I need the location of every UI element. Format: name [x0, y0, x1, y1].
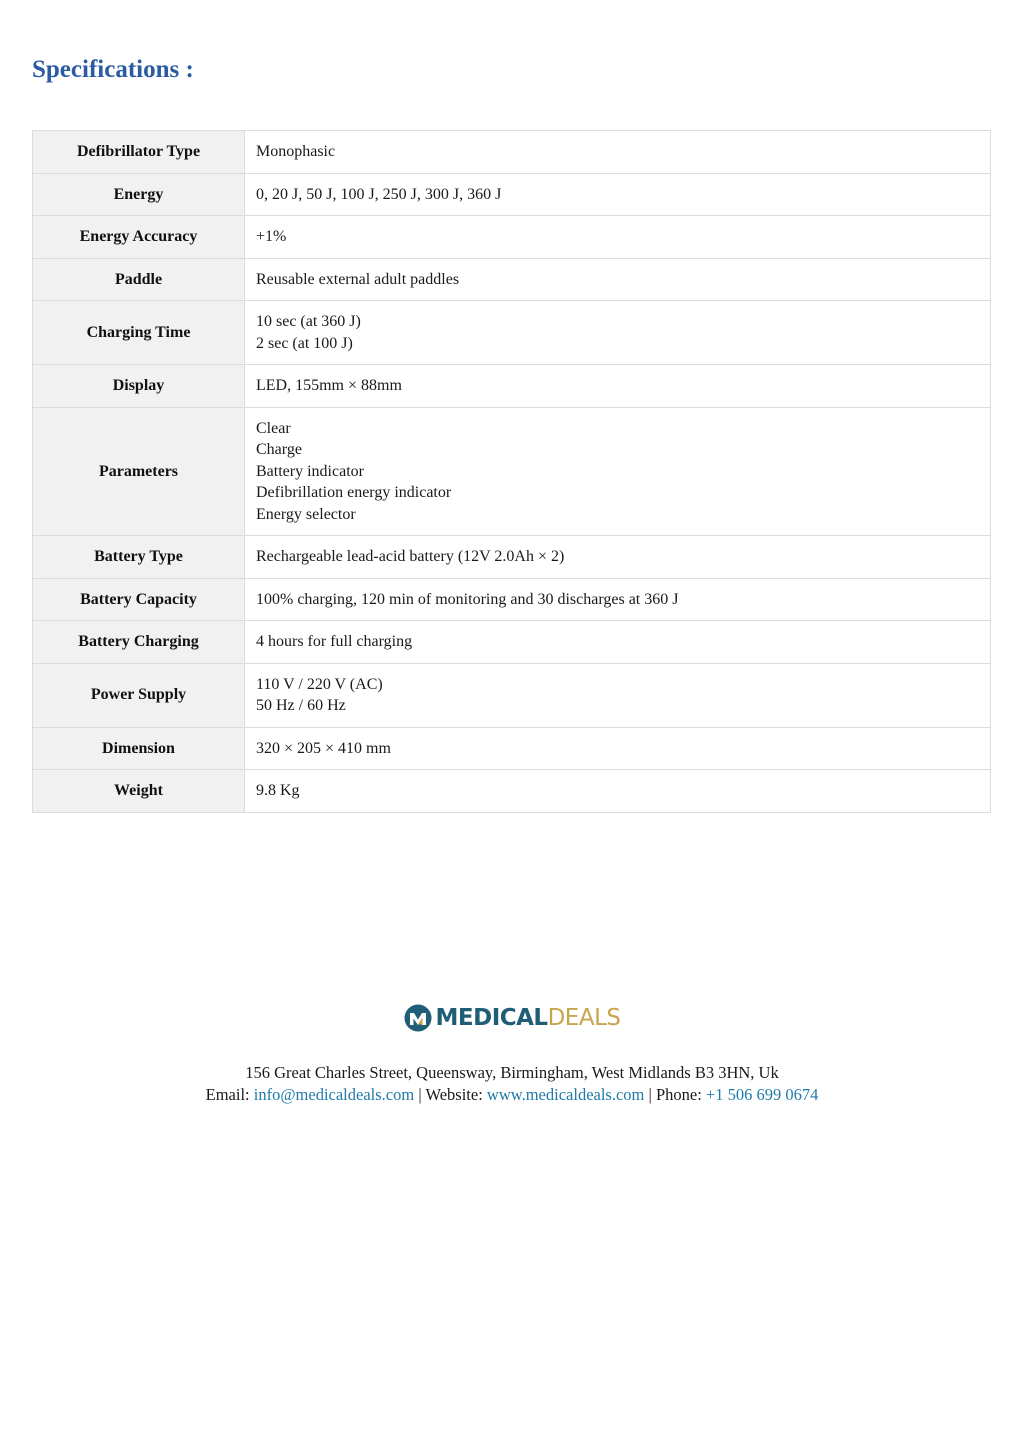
spec-row — [33, 173, 991, 216]
spec-row — [33, 621, 991, 664]
spec-value — [245, 407, 991, 536]
spec-row — [33, 407, 991, 536]
specifications-table — [32, 130, 991, 813]
specifications-table-body — [33, 131, 991, 813]
spec-value-line: 110 V / 220 V (AC) — [256, 675, 383, 693]
spec-value-line: 50 Hz / 60 Hz — [256, 697, 346, 714]
spec-label: Energy — [33, 173, 245, 216]
spec-value-line: LED, 155mm × 88mm — [256, 377, 402, 394]
spec-label: Power Supply — [33, 663, 245, 727]
spec-value-line: 100% charging, 120 min of monitoring and 30 discharges at 360 J — [256, 590, 679, 608]
spec-value-line: Defibrillation energy indicator — [256, 484, 452, 501]
spec-value — [245, 258, 991, 301]
spec-value-line: 4 hours for full charging — [256, 633, 413, 650]
spec-label: Display — [33, 365, 245, 408]
logo-word-deals: DEALS — [547, 1005, 621, 1031]
spec-label: Paddle — [33, 258, 245, 301]
spec-value-line: Charge — [256, 441, 302, 458]
logo-word-medical: MEDICAL — [435, 1005, 548, 1031]
spec-row — [33, 727, 991, 770]
spec-value — [245, 621, 991, 664]
spec-row — [33, 770, 991, 813]
spec-value-line: 2 sec (at 100 J) — [256, 334, 353, 352]
footer-contact — [0, 1062, 1024, 1105]
spec-value-line: Rechargeable lead-acid battery (12V 2.0Ah × 2) — [256, 548, 565, 565]
spec-label: Charging Time — [33, 301, 245, 365]
website-label: Website: — [425, 1084, 483, 1104]
spec-value-line: Monophasic — [256, 143, 336, 160]
medical-deals-m-icon — [404, 1004, 432, 1032]
spec-label: Battery Charging — [33, 621, 245, 664]
page-title: Specifications : — [32, 56, 194, 83]
spec-label: Battery Capacity — [33, 578, 245, 621]
spec-value — [245, 727, 991, 770]
phone-link[interactable]: +1 506 699 0674 — [705, 1084, 819, 1104]
separator-2: | — [648, 1084, 652, 1104]
spec-value — [245, 663, 991, 727]
spec-label: Defibrillator Type — [33, 131, 245, 174]
spec-row — [33, 258, 991, 301]
spec-value — [245, 536, 991, 579]
spec-value-line: Reusable external adult paddles — [256, 270, 460, 288]
spec-value — [245, 578, 991, 621]
phone-label: Phone: — [655, 1084, 702, 1104]
spec-value — [245, 131, 991, 174]
spec-value-line: 320 × 205 × 410 mm — [256, 739, 391, 757]
spec-value — [245, 173, 991, 216]
spec-row — [33, 578, 991, 621]
spec-value-line: Battery indicator — [256, 462, 364, 480]
spec-value-line: 9.8 Kg — [256, 782, 300, 799]
spec-value-line: Energy selector — [256, 505, 356, 523]
spec-value — [245, 365, 991, 408]
spec-label: Parameters — [33, 407, 245, 536]
spec-row — [33, 663, 991, 727]
spec-value-line: 10 sec (at 360 J) — [256, 313, 361, 330]
spec-value — [245, 216, 991, 259]
spec-row — [33, 536, 991, 579]
separator-1: | — [418, 1084, 422, 1104]
spec-row — [33, 216, 991, 259]
spec-row — [33, 131, 991, 174]
spec-value-line: 0, 20 J, 50 J, 100 J, 250 J, 300 J, 360 J — [256, 185, 502, 203]
email-label: Email: — [205, 1084, 250, 1104]
spec-row — [33, 365, 991, 408]
footer-address: 156 Great Charles Street, Queensway, Birmingham, West Midlands B3 3HN, Uk — [245, 1063, 779, 1082]
medical-deals-logo — [0, 1000, 1024, 1036]
spec-label: Weight — [33, 770, 245, 813]
website-link[interactable]: www.medicaldeals.com — [486, 1084, 645, 1104]
email-link[interactable]: info@medicaldeals.com — [253, 1084, 415, 1104]
spec-value-line: +1% — [256, 228, 287, 245]
spec-value — [245, 770, 991, 813]
spec-value — [245, 301, 991, 365]
spec-label: Dimension — [33, 727, 245, 770]
spec-value-line: Clear — [256, 419, 291, 437]
spec-label: Energy Accuracy — [33, 216, 245, 259]
spec-row — [33, 301, 991, 365]
footer-contact-line — [0, 1084, 1024, 1106]
spec-label: Battery Type — [33, 536, 245, 579]
